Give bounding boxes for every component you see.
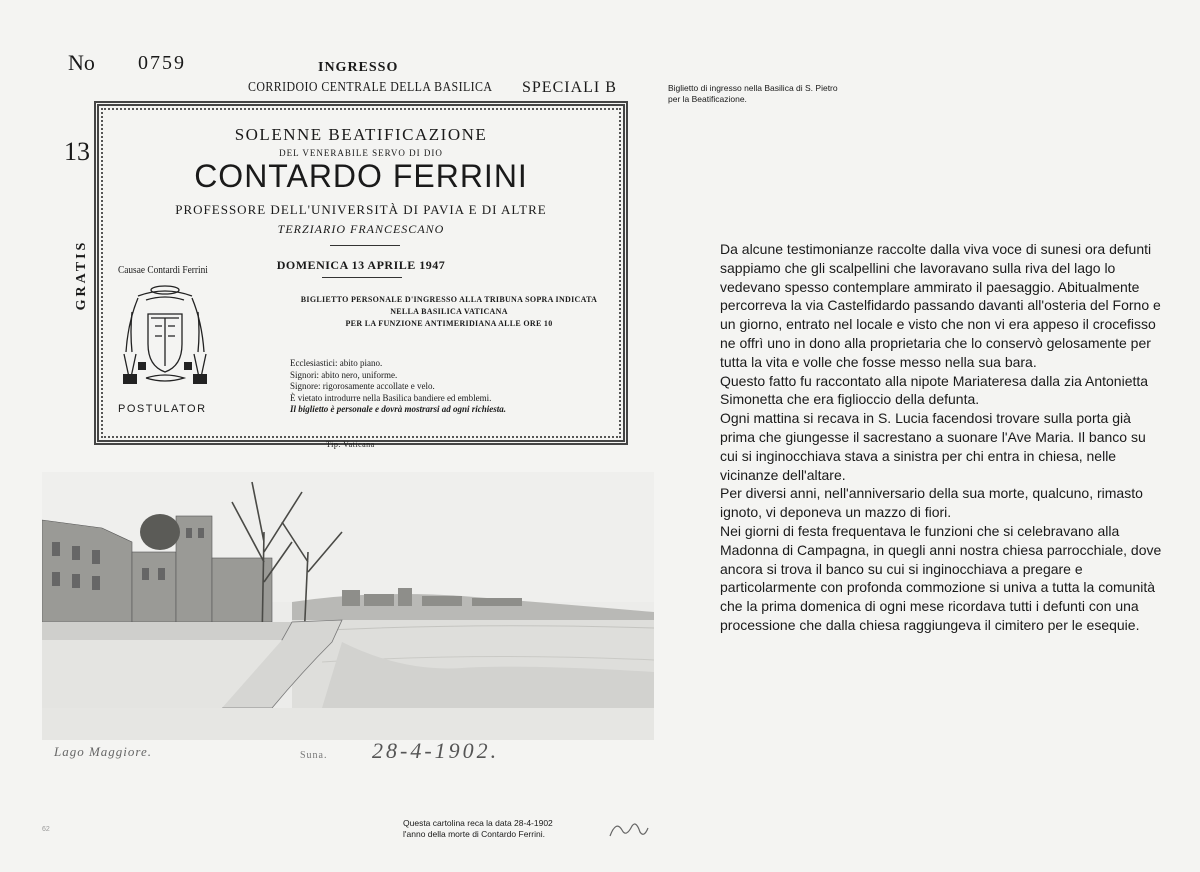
ticket-caption	[668, 83, 838, 105]
postcard-place: Lago Maggiore.	[54, 744, 153, 759]
ticket-dress-rules	[290, 358, 506, 416]
rule-line: Ecclesiastici: abito piano.	[290, 358, 383, 368]
body-paragraph: Da alcune testimonianze raccolte dalla viva voce di sunesi ora defunti sappiamo che gli scalpellini che lavoravano sulla riva del lago lo vedevano spesso contemplare ammirato il paesaggio. Abitualmente percorreva la via Castelfidardo passando davanti all'osteria del Forno e un giorno, entrato nel locale e visto che non vi era appeso il crocefisso ne offrì uno in dono alla proprietaria che lo conservò gelosamente per tutta la vita e volle che fosse messo nella sua bara.	[720, 241, 1161, 370]
rule-line: Signore: rigorosamente accollate e velo.	[290, 381, 435, 391]
caption-line: Biglietto di ingresso nella Basilica di S. Pietro	[668, 83, 838, 93]
ticket-gratis	[72, 220, 92, 330]
ticket-special: SPECIALI B	[522, 79, 617, 96]
caption-line: l'anno della morte di Contardo Ferrini.	[403, 829, 545, 839]
caption-line: per la Beatificazione.	[668, 94, 747, 104]
body-paragraph: Per diversi anni, nell'anniversario della sua morte, qualcuno, rimasto ignoto, vi deponeva un mazzo di fiori.	[720, 485, 1143, 521]
personal-line: PER LA FUNZIONE ANTIMERIDIANA ALLE ORE 10	[345, 319, 553, 328]
signature-icon	[606, 816, 650, 842]
ticket-professor: PROFESSORE DELL'UNIVERSITÀ DI PAVIA E DI ALTRE	[175, 202, 547, 217]
ticket-personal-info	[282, 294, 616, 330]
body-text	[720, 240, 1164, 635]
rule-line-italic: Il biglietto è personale e dovrà mostrarsi ad ogni richiesta.	[290, 404, 507, 414]
ticket-solenne: SOLENNE BEATIFICAZIONE	[234, 125, 488, 144]
page-number: 62	[42, 826, 50, 833]
ticket-gratis-text: GRATIS	[74, 239, 89, 311]
ticket-side-number: 13	[64, 137, 90, 166]
body-paragraph: Questo fatto fu raccontato alla nipote Mariateresa dalla zia Antonietta Simonetta che era figlioccio della defunta.	[720, 372, 1149, 408]
postcard-handwritten-date: 28-4-1902.	[372, 738, 500, 763]
ticket-printer: Tip. Vaticana	[326, 440, 375, 449]
ticket-venerabile: DEL VENERABILE SERVO DI DIO	[279, 148, 443, 158]
rule-line: Signori: abito nero, uniforme.	[290, 369, 398, 380]
ticket-date: DOMENICA 13 APRILE 1947	[276, 258, 446, 272]
ticket-terziario: TERZIARIO FRANCESCANO	[277, 222, 445, 236]
ticket-rule	[322, 277, 402, 278]
body-paragraph: Nei giorni di festa frequentava le funzioni che si celebravano alla Madonna di Campagna, in quegli anni nostra chiesa parrocchiale, dove ancora si trova il banco su cui si inginocchiava a pregare e particolarmente con profonda commozione si univa a tutta la comunità che la prima domenica di ogni mese ricordava tutti i defunti con una processione che dalla chiesa raggiungeva il cimitero per le esequie.	[720, 522, 1162, 633]
ticket-rule	[330, 245, 400, 246]
coat-of-arms-icon	[118, 282, 212, 392]
postcard-photo	[42, 472, 654, 740]
personal-line: NELLA BASILICA VATICANA	[390, 307, 508, 316]
postcard-town: Suna.	[300, 750, 328, 761]
ticket-corridor: CORRIDOIO CENTRALE DELLA BASILICA	[248, 80, 493, 95]
body-paragraph: Ogni mattina si recava in S. Lucia facendosi trovare sulla porta già prima che giungesse il sacrestano a suonare l'Ave Maria. Il banco su cui si inginocchiava stava a sinistra per chi entra in chiesa, nelle vicinanze dell'altare.	[720, 410, 1146, 483]
ticket-number-label: No	[68, 50, 95, 75]
ticket-postulator: POSTULATOR	[118, 403, 207, 415]
ticket-entry-title: INGRESSO	[318, 60, 399, 75]
caption-line: Questa cartolina reca la data 28-4-1902	[403, 818, 553, 828]
ticket-causae: Causae Contardi Ferrini	[118, 264, 208, 276]
ticket-number: 0759	[138, 52, 186, 74]
personal-line: BIGLIETTO PERSONALE D'INGRESSO ALLA TRIBUNA SOPRA INDICATA	[300, 295, 598, 304]
ticket-name: CONTARDO FERRINI	[194, 158, 528, 194]
postcard-caption	[403, 818, 553, 840]
rule-line: È vietato introdurre nella Basilica bandiere ed emblemi.	[290, 392, 492, 403]
